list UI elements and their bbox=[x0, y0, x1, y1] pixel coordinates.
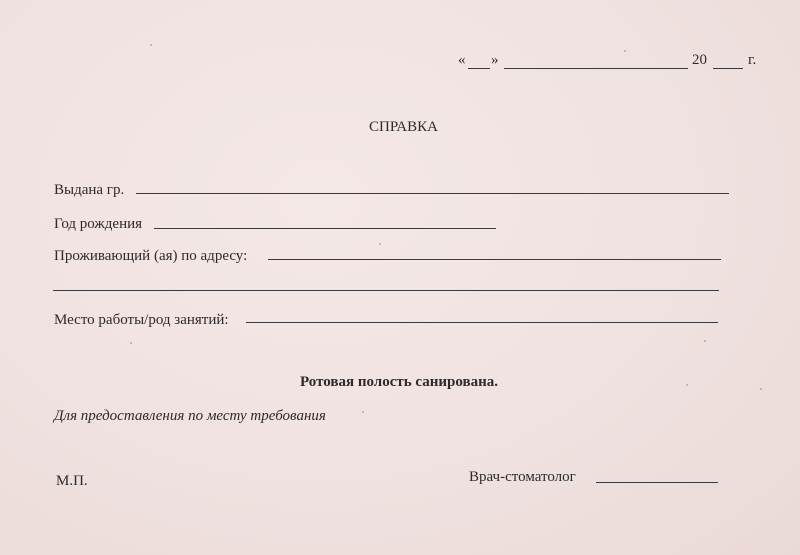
date-month-blank bbox=[504, 68, 688, 69]
purpose-text: Для предоставления по месту требования bbox=[54, 408, 326, 424]
document-title: СПРАВКА bbox=[369, 119, 438, 135]
paper-speck bbox=[686, 384, 688, 386]
issued-to-label: Выдана гр. bbox=[54, 182, 125, 198]
date-day-blank bbox=[468, 68, 490, 69]
doctor-label: Врач-стоматолог bbox=[469, 469, 576, 485]
date-year-prefix: 20 bbox=[692, 52, 707, 68]
date-year-blank bbox=[713, 68, 743, 69]
birth-year-label: Год рождения bbox=[54, 216, 143, 232]
date-open-quote: « bbox=[458, 52, 466, 68]
paper-speck bbox=[379, 243, 381, 245]
issued-to-blank bbox=[136, 193, 729, 194]
paper-speck bbox=[130, 342, 132, 344]
birth-year-blank bbox=[154, 228, 496, 229]
workplace-label: Место работы/род занятий: bbox=[54, 312, 229, 328]
paper-speck bbox=[362, 411, 364, 413]
date-year-suffix: г. bbox=[748, 52, 757, 68]
oral-cavity-statement: Ротовая полость санирована. bbox=[300, 374, 499, 390]
address-label: Проживающий (ая) по адресу: bbox=[54, 248, 248, 264]
address-blank bbox=[268, 259, 721, 260]
paper-speck bbox=[704, 340, 706, 342]
paper-speck bbox=[760, 388, 762, 390]
doctor-signature-blank bbox=[596, 482, 718, 483]
paper-speck bbox=[624, 50, 626, 52]
stamp-label: М.П. bbox=[56, 473, 88, 489]
workplace-blank bbox=[246, 322, 718, 323]
address-blank-continued bbox=[53, 290, 719, 291]
date-close-quote: » bbox=[491, 52, 499, 68]
paper-speck bbox=[150, 44, 152, 46]
